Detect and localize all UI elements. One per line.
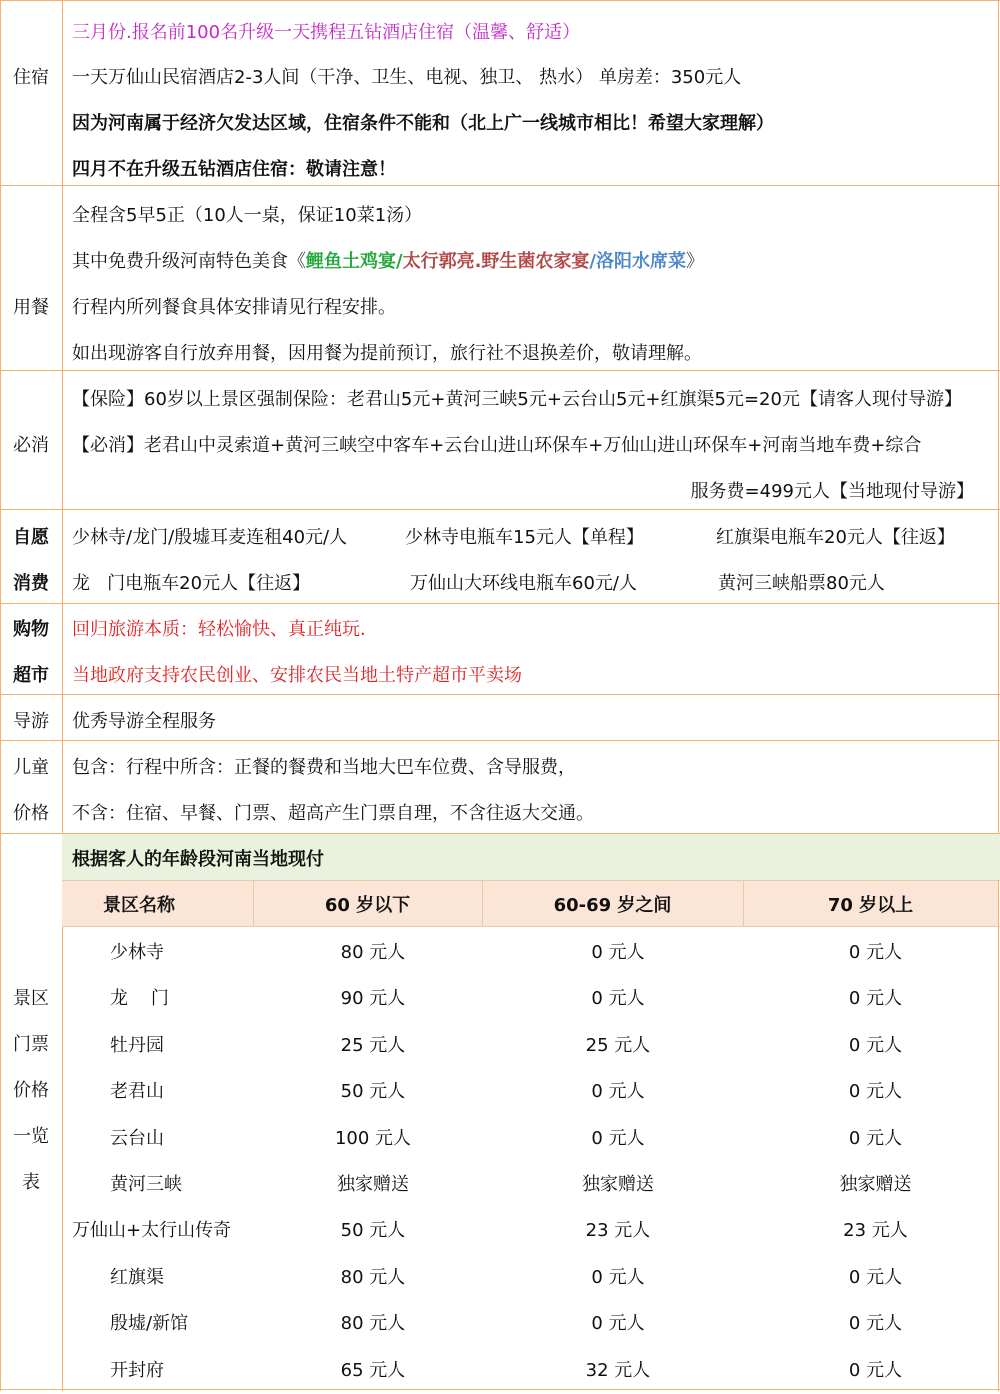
price-cell: 32 元人 <box>585 1359 651 1381</box>
optional-item: 龙 门电瓶车20元人【往返】 <box>72 573 311 594</box>
price-cell: 80 元人 <box>340 942 406 963</box>
shopping-label-1: 购物 <box>13 619 49 640</box>
scenic-name-cell: 云台山 <box>110 1127 164 1149</box>
price-cell: 80 元人 <box>340 1313 406 1335</box>
price-cell: 独家赠送 <box>839 1174 912 1195</box>
meals-special-line <box>72 239 704 285</box>
price-cell: 0 元人 <box>591 942 645 963</box>
optional-label-1: 自愿 <box>13 527 49 548</box>
children-label-2: 价格 <box>13 803 49 824</box>
shopping-line-1: 回归旅游本质：轻松愉快、真正纯玩. <box>72 619 366 640</box>
guide-line: 优秀导游全程服务 <box>72 711 216 732</box>
meals-included-line: 全程含5早5正（10人一桌，保证10菜1汤） <box>72 205 423 226</box>
price-cell: 0 元人 <box>591 1127 645 1149</box>
service-fee-line: 服务费=499元人【当地现付导游】 <box>690 481 974 502</box>
dish-separator: / <box>589 251 596 272</box>
scenic-name-cell: 万仙山+太行山传奇 <box>72 1220 232 1242</box>
scenic-name-cell: 少林寺 <box>110 942 164 963</box>
price-cell: 65 元人 <box>340 1359 406 1381</box>
price-cell: 0 元人 <box>848 1034 903 1056</box>
optional-item: 少林寺电瓶车15元人【单程】 <box>405 527 644 548</box>
header-scenic-name: 景区名称 <box>103 895 175 916</box>
price-cell: 0 元人 <box>848 1081 903 1103</box>
scenic-name-cell: 龙 门 <box>110 988 169 1010</box>
price-cell: 独家赠送 <box>582 1174 654 1195</box>
price-cell: 25 元人 <box>340 1034 406 1056</box>
tickets-label-5: 表 <box>22 1172 40 1193</box>
guide-label: 导游 <box>13 711 49 732</box>
price-cell: 0 元人 <box>848 1359 903 1381</box>
mandatory-label: 必消 <box>13 435 49 456</box>
price-cell: 50 元人 <box>340 1220 406 1242</box>
price-cell: 0 元人 <box>848 1313 903 1335</box>
header-60-69: 60-69 岁之间 <box>553 895 672 916</box>
price-cell: 23 元人 <box>585 1220 651 1242</box>
label-column-divider <box>62 0 63 1391</box>
price-cell: 独家赠送 <box>337 1174 409 1195</box>
dish-guoliang-mushroom: 太行郭亮.野生菌农家宴 <box>402 251 590 272</box>
tickets-label-4: 一览 <box>13 1126 49 1147</box>
scenic-name-cell: 殷墟/新馆 <box>110 1313 189 1335</box>
header-under-60: 60 岁以下 <box>324 895 411 916</box>
children-label-1: 儿童 <box>13 757 49 778</box>
price-cell: 0 元人 <box>591 1081 645 1103</box>
price-cell: 90 元人 <box>340 988 406 1010</box>
scenic-name-cell: 开封府 <box>110 1359 164 1381</box>
price-cell: 0 元人 <box>848 1266 903 1288</box>
scenic-name-cell: 牡丹园 <box>110 1034 164 1056</box>
price-cell: 25 元人 <box>585 1034 651 1056</box>
accommodation-note-line: 因为河南属于经济欠发达区域，住宿条件不能和（北上广一线城市相比！希望大家理解） <box>72 113 774 134</box>
tickets-label-1: 景区 <box>13 988 49 1009</box>
price-cell: 0 元人 <box>591 1266 645 1288</box>
scenic-name-cell: 红旗渠 <box>110 1266 164 1288</box>
price-cell: 0 元人 <box>591 988 645 1010</box>
scenic-name-cell: 老君山 <box>110 1081 164 1103</box>
accommodation-upgrade-line: 三月份.报名前100名升级一天携程五钻酒店住宿（温馨、舒适） <box>72 22 581 43</box>
header-over-70: 70 岁以上 <box>827 895 914 916</box>
dish-carp-chicken: 鲤鱼土鸡宴 <box>306 251 396 272</box>
children-excluded-line: 不含：住宿、早餐、门票、超高产生门票自理，不含往返大交通。 <box>72 803 594 824</box>
insurance-line: 【保险】60岁以上景区强制保险：老君山5元+黄河三峡5元+云台山5元+红旗渠5元=20元【请客人现付导游】 <box>72 389 962 410</box>
shopping-label-2: 超市 <box>13 665 49 686</box>
meals-refund-line: 如出现游客自行放弃用餐，因用餐为提前预订，旅行社不退换差价，敬请理解。 <box>72 343 702 364</box>
scenic-name-cell: 黄河三峡 <box>110 1174 182 1195</box>
meals-arrangement-line: 行程内所列餐食具体安排请见行程安排。 <box>72 297 396 318</box>
price-cell: 23 元人 <box>843 1220 908 1242</box>
price-cell: 0 元人 <box>591 1313 645 1335</box>
optional-item: 黄河三峡船票80元人 <box>718 573 885 594</box>
meals-special-prefix: 其中免费升级河南特色美食《 <box>72 251 306 272</box>
optional-item: 红旗渠电瓶车20元人【往返】 <box>716 527 955 548</box>
price-cell: 100 元人 <box>334 1127 412 1149</box>
price-cell: 0 元人 <box>848 988 903 1010</box>
tickets-band-title: 根据客人的年龄段河南当地现付 <box>72 849 324 870</box>
optional-item: 少林寺/龙门/殷墟耳麦连租40元/人 <box>72 527 348 548</box>
optional-item: 万仙山大环线电瓶车60元/人 <box>410 573 637 594</box>
mandatory-fees-line: 【必消】老君山中灵索道+黄河三峡空中客车+云台山进山环保车+万仙山进山环保车+河南当地车费+综合 <box>72 435 922 456</box>
meals-label: 用餐 <box>13 297 49 318</box>
accommodation-april-line: 四月不在升级五钻酒店住宿：敬请注意！ <box>72 159 396 180</box>
price-cell: 0 元人 <box>848 942 903 963</box>
tickets-label-2: 门票 <box>13 1034 49 1055</box>
dish-luoyang-water-banquet: 洛阳水席菜 <box>596 251 686 272</box>
dish-separator: / <box>396 251 403 272</box>
price-cell: 80 元人 <box>340 1266 406 1288</box>
border-top <box>0 0 1000 1</box>
accommodation-room-line: 一天万仙山民宿酒店2-3人间（干净、卫生、电视、独卫、 热水） 单房差：350元人 <box>72 67 742 88</box>
children-included-line: 包含：行程中所含：正餐的餐费和当地大巴车位费、含导服费， <box>72 757 576 778</box>
shopping-line-2: 当地政府支持农民创业、安排农民当地土特产超市平卖场 <box>72 665 522 686</box>
price-cell: 0 元人 <box>848 1127 903 1149</box>
accommodation-label: 住宿 <box>13 67 49 88</box>
meals-special-suffix: 》 <box>686 251 704 272</box>
tickets-label-3: 价格 <box>13 1080 49 1101</box>
price-cell: 50 元人 <box>340 1081 406 1103</box>
optional-label-2: 消费 <box>13 573 49 594</box>
header-top-rule <box>62 880 1000 881</box>
